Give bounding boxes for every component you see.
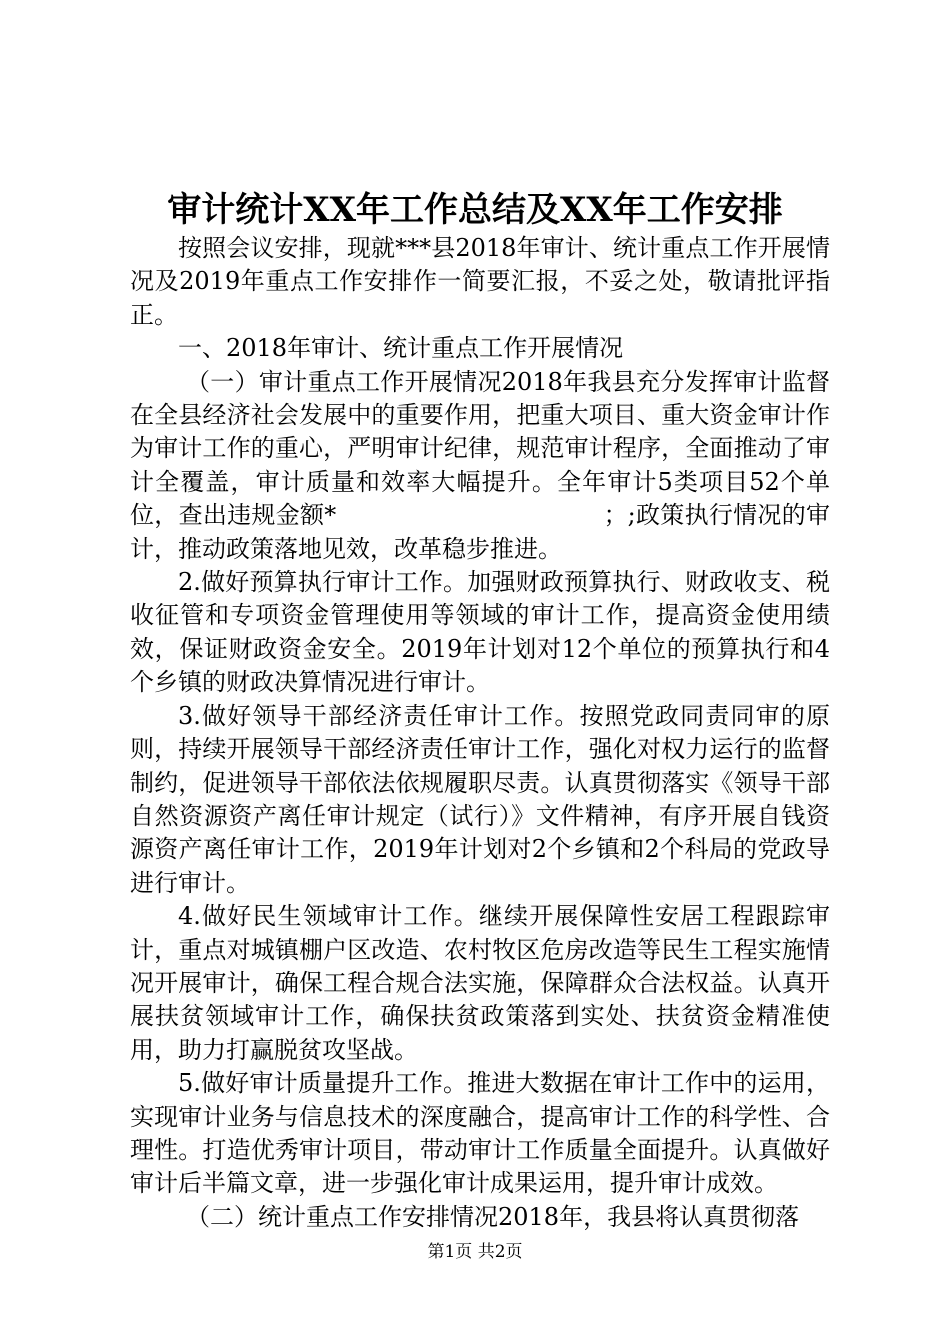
paragraph-statistics-overview: （二）统计重点工作安排情况2018年，我县将认真贯彻落 [186,1202,800,1231]
page-footer: 第1页 共2页 [427,1242,523,1262]
paragraph-livelihood-audit: 4.做好民生领域审计工作。继续开展保障性安居工程跟踪审计，重点对城镇棚户区改造、农村牧区危房改造等民生工程实施情况开展审计，确保工程合规合法实施，保障群众合法权益。认真开展扶贫领域审计工作，确保扶贫政策落到实处、扶贫资金精准使用，助力打赢脱贫攻坚战。 [130,902,830,1064]
paragraph-audit-overview: （一）审计重点工作开展情况2018年我县充分发挥审计监督在全县经济社会发展中的重要作用，把重大项目、重大资金审计作为审计工作的重心，严明审计纪律，规范审计程序，全面推动了审计全覆盖，审计质量和效率大幅提升。全年审计5类项目52个单位，查出违规金额* ；;政策执行情况的审计，推动政策落地见效，改革稳步推进。 [130,367,830,563]
document-body [130,232,830,1234]
paragraph-budget-audit: 2.做好预算执行审计工作。加强财政预算执行、财政收支、税收征管和专项资金管理使用等领域的审计工作，提高资金使用绩效，保证财政资金安全。2019年计划对12个单位的预算执行和4个乡镇的财政决算情况进行审计。 [130,568,830,697]
document-title: 审计统计XX年工作总结及XX年工作安排 [167,190,783,230]
paragraph-leader-audit: 3.做好领导干部经济责任审计工作。按照党政同责同审的原则，持续开展领导干部经济责任审计工作，强化对权力运行的监督制约，促进领导干部依法依规履职尽责。认真贯彻落实《领导干部自然资源资产离任审计规定（试行）》文件精神，有序开展自钱资源资产离任审计工作，2019年计划对2个乡镇和2个科局的党政导进行审计。 [130,701,830,897]
paragraph-intro: 按照会议安排，现就***县2018年审计、统计重点工作开展情况及2019年重点工作安排作一简要汇报，不妥之处，敬请批评指正。 [130,234,830,329]
paragraph-section-heading: 一、2018年审计、统计重点工作开展情况 [178,334,624,363]
paragraph-quality-audit: 5.做好审计质量提升工作。推进大数据在审计工作中的运用，实现审计业务与信息技术的深度融合，提高审计工作的科学性、合理性。打造优秀审计项目，带动审计工作质量全面提升。认真做好审计后半篇文章，进一步强化审计成果运用，提升审计成效。 [130,1069,830,1198]
